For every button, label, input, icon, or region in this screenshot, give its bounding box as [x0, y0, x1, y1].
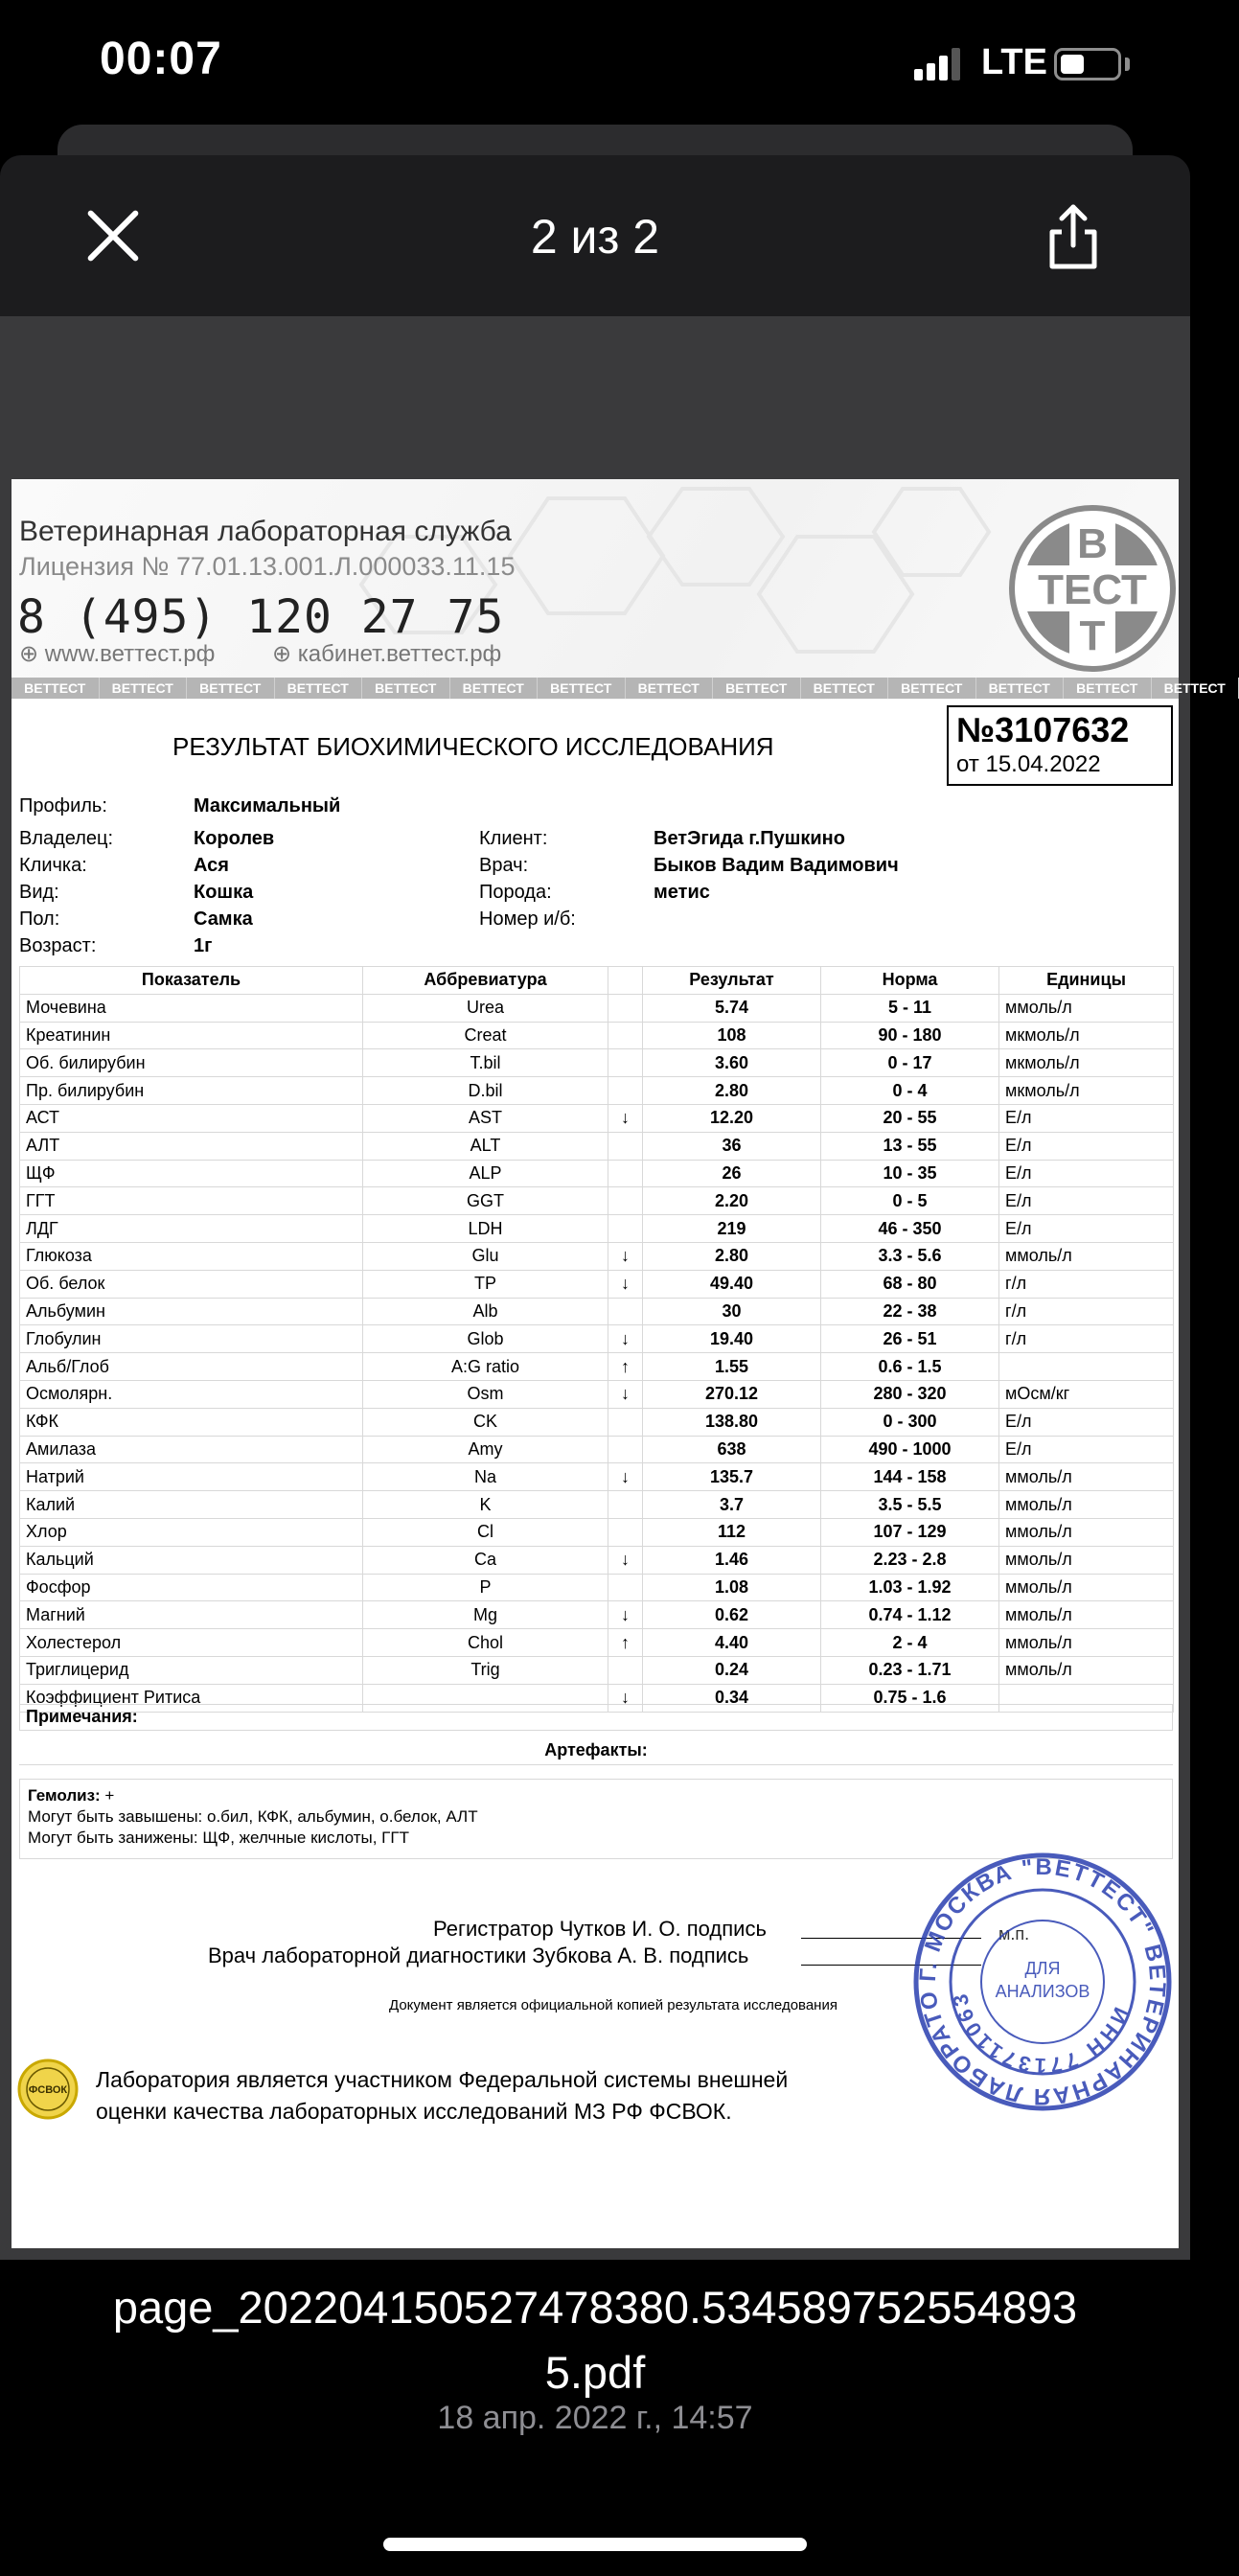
parameter-name: Натрий: [20, 1463, 363, 1491]
ribbon-label: ВЕТТЕСТ: [801, 678, 889, 699]
ribbon-label: ВЕТТЕСТ: [626, 678, 714, 699]
table-row: [20, 1104, 1174, 1132]
registrar-signature: Регистратор Чутков И. О. подпись: [433, 1917, 767, 1941]
ribbon-label: ВЕТТЕСТ: [713, 678, 801, 699]
abbreviation: Alb: [363, 1298, 608, 1325]
result-value: 112: [643, 1518, 821, 1546]
battery-tip: [1125, 58, 1130, 71]
sex-value: Самка: [194, 908, 253, 930]
abbreviation: Cl: [363, 1518, 608, 1546]
parameter-name: Магний: [20, 1601, 363, 1629]
abbreviation: Urea: [363, 994, 608, 1022]
table-row: [20, 1656, 1174, 1684]
results-table: [19, 966, 1174, 1713]
license-number: Лицензия № 77.01.13.001.Л.000033.11.15: [19, 552, 516, 581]
parameter-name: Об. белок: [20, 1270, 363, 1298]
hemolysis-value: +: [104, 1786, 115, 1805]
norm-range: 2 - 4: [821, 1629, 999, 1657]
fsvok-logo: [17, 2058, 79, 2120]
units: ммоль/л: [999, 1491, 1174, 1519]
home-indicator[interactable]: [383, 2538, 807, 2551]
parameter-name: Коэффициент Ритиса: [20, 1684, 363, 1712]
card-number-label: Номер и/б:: [479, 908, 576, 930]
norm-range: 5 - 11: [821, 994, 999, 1022]
abbreviation: ALP: [363, 1160, 608, 1187]
norm-range: 280 - 320: [821, 1380, 999, 1408]
norm-range: 490 - 1000: [821, 1436, 999, 1463]
network-type: LTE: [981, 42, 1047, 82]
parameter-name: АЛТ: [20, 1132, 363, 1160]
parameter-name: Фосфор: [20, 1574, 363, 1601]
units: ммоль/л: [999, 1629, 1174, 1657]
result-value: 270.12: [643, 1380, 821, 1408]
column-header: Единицы: [999, 967, 1174, 995]
parameter-name: Пр. билирубин: [20, 1077, 363, 1105]
table-row: [20, 1601, 1174, 1629]
flag-arrow: [608, 1656, 643, 1684]
units: Е/л: [999, 1436, 1174, 1463]
owner-label: Владелец:: [19, 828, 114, 849]
norm-range: 90 - 180: [821, 1022, 999, 1049]
ribbon-label: ВЕТТЕСТ: [187, 678, 275, 699]
table-row: [20, 1463, 1174, 1491]
units: мкмоль/л: [999, 1049, 1174, 1077]
fsvok-badge-text: ФСВОК: [28, 2084, 68, 2096]
units: Е/л: [999, 1104, 1174, 1132]
fsvok-line-1: Лаборатория является участником Федеральной системы внешней: [96, 2067, 789, 2092]
fsvok-line-2: оценки качества лабораторных исследований МЗ РФ ФСВОК.: [96, 2099, 732, 2124]
flag-arrow: [608, 1436, 643, 1463]
abbreviation: Ca: [363, 1546, 608, 1574]
flag-arrow: ↓: [608, 1601, 643, 1629]
flag-arrow: [608, 1049, 643, 1077]
units: ммоль/л: [999, 1546, 1174, 1574]
may-be-low: Могут быть занижены: ЩФ, желчные кислоты, ГГТ: [28, 1828, 409, 1847]
file-name: [38, 2275, 1152, 2405]
abbreviation: D.bil: [363, 1077, 608, 1105]
website-text: www.веттест.рф: [44, 641, 216, 667]
norm-range: 13 - 55: [821, 1132, 999, 1160]
table-row: [20, 1491, 1174, 1519]
norm-range: 3.5 - 5.5: [821, 1491, 999, 1519]
ribbon-label: ВЕТТЕСТ: [976, 678, 1065, 699]
units: Е/л: [999, 1408, 1174, 1436]
result-value: 2.20: [643, 1187, 821, 1215]
norm-range: 68 - 80: [821, 1270, 999, 1298]
units: ммоль/л: [999, 1242, 1174, 1270]
parameter-name: Альб/Глоб: [20, 1353, 363, 1381]
file-name-line-2: 5.pdf: [544, 2347, 646, 2398]
report-number-box: [947, 705, 1173, 786]
norm-range: 0.75 - 1.6: [821, 1684, 999, 1712]
units: мкмоль/л: [999, 1022, 1174, 1049]
flag-arrow: ↓: [608, 1463, 643, 1491]
units: ммоль/л: [999, 1463, 1174, 1491]
parameter-name: Триглицерид: [20, 1656, 363, 1684]
report-title: РЕЗУЛЬТАТ БИОХИМИЧЕСКОГО ИССЛЕДОВАНИЯ: [172, 732, 774, 761]
report-number: №3107632: [956, 710, 1130, 749]
result-value: 2.80: [643, 1242, 821, 1270]
norm-range: 3.3 - 5.6: [821, 1242, 999, 1270]
table-row: [20, 1629, 1174, 1657]
result-value: 49.40: [643, 1270, 821, 1298]
lab-website: ⊕ www.веттест.рф: [19, 641, 216, 667]
logo-letter-bot: Т: [1079, 612, 1106, 659]
result-value: 135.7: [643, 1463, 821, 1491]
signal-icon: [914, 46, 962, 80]
norm-range: 1.03 - 1.92: [821, 1574, 999, 1601]
norm-range: 2.23 - 2.8: [821, 1546, 999, 1574]
viewer-nav-bar: [0, 155, 1190, 316]
table-header-row: [20, 967, 1174, 995]
units: [999, 1353, 1174, 1381]
column-header: Аббревиатура: [363, 967, 608, 995]
fsvok-statement: [96, 2064, 920, 2128]
table-row: [20, 1298, 1174, 1325]
table-row: [20, 1353, 1174, 1381]
norm-range: 46 - 350: [821, 1215, 999, 1243]
parameter-name: Амилаза: [20, 1436, 363, 1463]
brand-ribbon: [11, 678, 1226, 699]
abbreviation: Osm: [363, 1380, 608, 1408]
parameter-name: ЛДГ: [20, 1215, 363, 1243]
battery-icon: [1054, 48, 1121, 80]
result-value: 108: [643, 1022, 821, 1049]
table-row: [20, 1049, 1174, 1077]
units: ммоль/л: [999, 994, 1174, 1022]
table-row: [20, 1160, 1174, 1187]
owner-value: Королев: [194, 828, 275, 849]
units: ммоль/л: [999, 1574, 1174, 1601]
vettest-logo: [1008, 504, 1177, 673]
parameter-name: АСТ: [20, 1104, 363, 1132]
parameter-name: Осмолярн.: [20, 1380, 363, 1408]
result-value: 4.40: [643, 1629, 821, 1657]
norm-range: 26 - 51: [821, 1325, 999, 1353]
result-value: 638: [643, 1436, 821, 1463]
doctor-signature: Врач лабораторной диагностики Зубкова А. В. подпись: [208, 1944, 749, 1967]
flag-arrow: [608, 1187, 643, 1215]
parameter-name: Глюкоза: [20, 1242, 363, 1270]
logo-letter-top: В: [1077, 520, 1108, 567]
parameter-name: Калий: [20, 1491, 363, 1519]
table-row: [20, 1022, 1174, 1049]
file-date: 18 апр. 2022 г., 14:57: [437, 2400, 753, 2436]
file-name-line-1: page_20220415052747838​0.534589752554893: [112, 2282, 1078, 2333]
table-row: [20, 1325, 1174, 1353]
may-be-high: Могут быть завышены: о.бил, КФК, альбумин, о.белок, АЛТ: [28, 1807, 478, 1826]
document-page[interactable]: [11, 479, 1226, 2248]
parameter-name: Холестерол: [20, 1629, 363, 1657]
client-value: ВетЭгида г.Пушкино: [654, 828, 845, 849]
result-value: 30: [643, 1298, 821, 1325]
norm-range: 0.74 - 1.12: [821, 1601, 999, 1629]
norm-range: 0.6 - 1.5: [821, 1353, 999, 1381]
profile-value: Максимальный: [194, 795, 341, 816]
doctor-label: Врач:: [479, 855, 529, 876]
flag-arrow: ↓: [608, 1325, 643, 1353]
norm-range: 0 - 17: [821, 1049, 999, 1077]
table-row: [20, 1132, 1174, 1160]
lab-phone: 8 (495) 120 27 75: [17, 590, 505, 644]
sex-label: Пол:: [19, 908, 60, 930]
parameter-name: ЩФ: [20, 1160, 363, 1187]
abbreviation: Na: [363, 1463, 608, 1491]
norm-range: 0.23 - 1.71: [821, 1656, 999, 1684]
breed-label: Порода:: [479, 882, 552, 903]
result-value: 1.46: [643, 1546, 821, 1574]
result-value: 5.74: [643, 994, 821, 1022]
units: Е/л: [999, 1160, 1174, 1187]
species-label: Вид:: [19, 882, 59, 903]
abbreviation: GGT: [363, 1187, 608, 1215]
table-row: [20, 1436, 1174, 1463]
artifacts-box: [19, 1779, 1173, 1859]
abbreviation: Amy: [363, 1436, 608, 1463]
flag-arrow: ↓: [608, 1546, 643, 1574]
result-value: 12.20: [643, 1104, 821, 1132]
table-row: [20, 994, 1174, 1022]
result-value: 26: [643, 1160, 821, 1187]
stamp-center-2: АНАЛИЗОВ: [995, 1982, 1090, 2001]
ribbon-label: ВЕТТЕСТ: [888, 678, 976, 699]
status-time: 00:07: [100, 34, 222, 84]
flag-arrow: [608, 994, 643, 1022]
age-label: Возраст:: [19, 935, 97, 956]
flag-arrow: [608, 1077, 643, 1105]
units: г/л: [999, 1325, 1174, 1353]
parameter-name: Кальций: [20, 1546, 363, 1574]
column-header: [608, 967, 643, 995]
norm-range: 22 - 38: [821, 1298, 999, 1325]
flag-arrow: [608, 1518, 643, 1546]
abbreviation: TP: [363, 1270, 608, 1298]
abbreviation: A:G ratio: [363, 1353, 608, 1381]
logo-letters-mid: ТЕСТ: [1038, 566, 1147, 613]
results-body: [20, 994, 1174, 1712]
norm-range: 107 - 129: [821, 1518, 999, 1546]
lab-header: [11, 479, 1226, 700]
column-header: Показатель: [20, 967, 363, 995]
flag-arrow: [608, 1574, 643, 1601]
flag-arrow: ↓: [608, 1380, 643, 1408]
ribbon-label: ВЕТТЕСТ: [450, 678, 539, 699]
table-row: [20, 1077, 1174, 1105]
client-label: Клиент:: [479, 828, 548, 849]
flag-arrow: ↑: [608, 1629, 643, 1657]
result-value: 0.62: [643, 1601, 821, 1629]
flag-arrow: [608, 1491, 643, 1519]
table-row: [20, 1242, 1174, 1270]
report-date: от 15.04.2022: [956, 751, 1101, 777]
result-value: 2.80: [643, 1077, 821, 1105]
result-value: 219: [643, 1215, 821, 1243]
abbreviation: Creat: [363, 1022, 608, 1049]
lab-name: Ветеринарная лабораторная служба: [19, 516, 512, 547]
norm-range: 0 - 300: [821, 1408, 999, 1436]
ribbon-label: ВЕТТЕСТ: [538, 678, 626, 699]
parameter-name: ГГТ: [20, 1187, 363, 1215]
breed-value: метис: [654, 882, 710, 903]
parameter-name: Об. билирубин: [20, 1049, 363, 1077]
hemolysis-label: Гемолиз:: [28, 1786, 101, 1805]
official-stamp: [910, 1850, 1175, 2114]
abbreviation: Glu: [363, 1242, 608, 1270]
table-row: [20, 1408, 1174, 1436]
stamp-center-1: ДЛЯ: [1024, 1959, 1061, 1978]
parameter-name: Мочевина: [20, 994, 363, 1022]
table-row: [20, 1270, 1174, 1298]
column-header: Результат: [643, 967, 821, 995]
abbreviation: LDH: [363, 1215, 608, 1243]
units: мкмоль/л: [999, 1077, 1174, 1105]
result-value: 19.40: [643, 1325, 821, 1353]
doctor-value: Быков Вадим Вадимович: [654, 855, 899, 876]
stamp-outer-text: Г. МОСКВА "ВЕТТЕСТ" ВЕТЕРИНАРНАЯ ЛАБОРАТО: [914, 1853, 1171, 2110]
page-counter: 2 из 2: [530, 210, 660, 264]
table-row: [20, 1187, 1174, 1215]
cabinet-text: кабинет.веттест.рф: [297, 641, 502, 667]
abbreviation: Glob: [363, 1325, 608, 1353]
artifacts-heading: Артефакты:: [19, 1736, 1173, 1765]
table-row: [20, 1518, 1174, 1546]
stamp-inn-text: ИНН 7713711063: [947, 1989, 1134, 2079]
abbreviation: Trig: [363, 1656, 608, 1684]
units: ммоль/л: [999, 1601, 1174, 1629]
abbreviation: K: [363, 1491, 608, 1519]
parameter-name: Хлор: [20, 1518, 363, 1546]
age-value: 1г: [194, 935, 213, 956]
norm-range: 10 - 35: [821, 1160, 999, 1187]
hemolysis-line: [28, 1785, 1164, 1806]
units: г/л: [999, 1298, 1174, 1325]
seal-place: м.п.: [998, 1924, 1030, 1944]
abbreviation: AST: [363, 1104, 608, 1132]
flag-arrow: ↓: [608, 1270, 643, 1298]
flag-arrow: [608, 1160, 643, 1187]
norm-range: 20 - 55: [821, 1104, 999, 1132]
species-value: Кошка: [194, 882, 254, 903]
flag-arrow: ↓: [608, 1104, 643, 1132]
norm-range: 0 - 5: [821, 1187, 999, 1215]
units: Е/л: [999, 1187, 1174, 1215]
result-value: 3.7: [643, 1491, 821, 1519]
units: ммоль/л: [999, 1518, 1174, 1546]
table-row: [20, 1215, 1174, 1243]
table-row: [20, 1574, 1174, 1601]
abbreviation: Mg: [363, 1601, 608, 1629]
ribbon-label: ВЕТТЕСТ: [275, 678, 363, 699]
share-icon[interactable]: [1044, 203, 1102, 270]
ribbon-label: ВЕТТЕСТ: [1152, 678, 1239, 699]
result-value: 36: [643, 1132, 821, 1160]
units: ммоль/л: [999, 1656, 1174, 1684]
ribbon-label: ВЕТТЕСТ: [362, 678, 450, 699]
nickname-value: Ася: [194, 855, 229, 876]
result-value: 1.55: [643, 1353, 821, 1381]
abbreviation: ALT: [363, 1132, 608, 1160]
flag-arrow: ↓: [608, 1242, 643, 1270]
units: мОсм/кг: [999, 1380, 1174, 1408]
units: г/л: [999, 1270, 1174, 1298]
flag-arrow: ↓: [608, 1684, 643, 1712]
profile-label: Профиль:: [19, 795, 107, 816]
result-value: 138.80: [643, 1408, 821, 1436]
nickname-label: Кличка:: [19, 855, 87, 876]
lab-cabinet-link: ⊕ кабинет.веттест.рф: [272, 641, 502, 667]
abbreviation: CK: [363, 1408, 608, 1436]
parameter-name: Глобулин: [20, 1325, 363, 1353]
column-header: Норма: [821, 967, 999, 995]
flag-arrow: [608, 1298, 643, 1325]
norm-range: 0 - 4: [821, 1077, 999, 1105]
parameter-name: Альбумин: [20, 1298, 363, 1325]
status-bar: [0, 0, 1190, 125]
norm-range: 144 - 158: [821, 1463, 999, 1491]
units: Е/л: [999, 1132, 1174, 1160]
flag-arrow: [608, 1132, 643, 1160]
notes-section: Примечания:: [19, 1704, 1173, 1731]
ribbon-label: ВЕТТЕСТ: [1064, 678, 1152, 699]
flag-arrow: [608, 1408, 643, 1436]
ribbon-label: ВЕТТЕСТ: [11, 678, 100, 699]
flag-arrow: [608, 1022, 643, 1049]
flag-arrow: ↑: [608, 1353, 643, 1381]
parameter-name: Креатинин: [20, 1022, 363, 1049]
result-value: 0.24: [643, 1656, 821, 1684]
abbreviation: T.bil: [363, 1049, 608, 1077]
result-value: 3.60: [643, 1049, 821, 1077]
table-row: [20, 1380, 1174, 1408]
units: Е/л: [999, 1215, 1174, 1243]
official-copy-note: Документ является официальной копией результата исследования: [389, 1997, 837, 2013]
abbreviation: Chol: [363, 1629, 608, 1657]
abbreviation: P: [363, 1574, 608, 1601]
table-row: [20, 1546, 1174, 1574]
ribbon-label: ВЕТТЕСТ: [100, 678, 188, 699]
result-value: 1.08: [643, 1574, 821, 1601]
result-value: 0.34: [643, 1684, 821, 1712]
flag-arrow: [608, 1215, 643, 1243]
parameter-name: КФК: [20, 1408, 363, 1436]
